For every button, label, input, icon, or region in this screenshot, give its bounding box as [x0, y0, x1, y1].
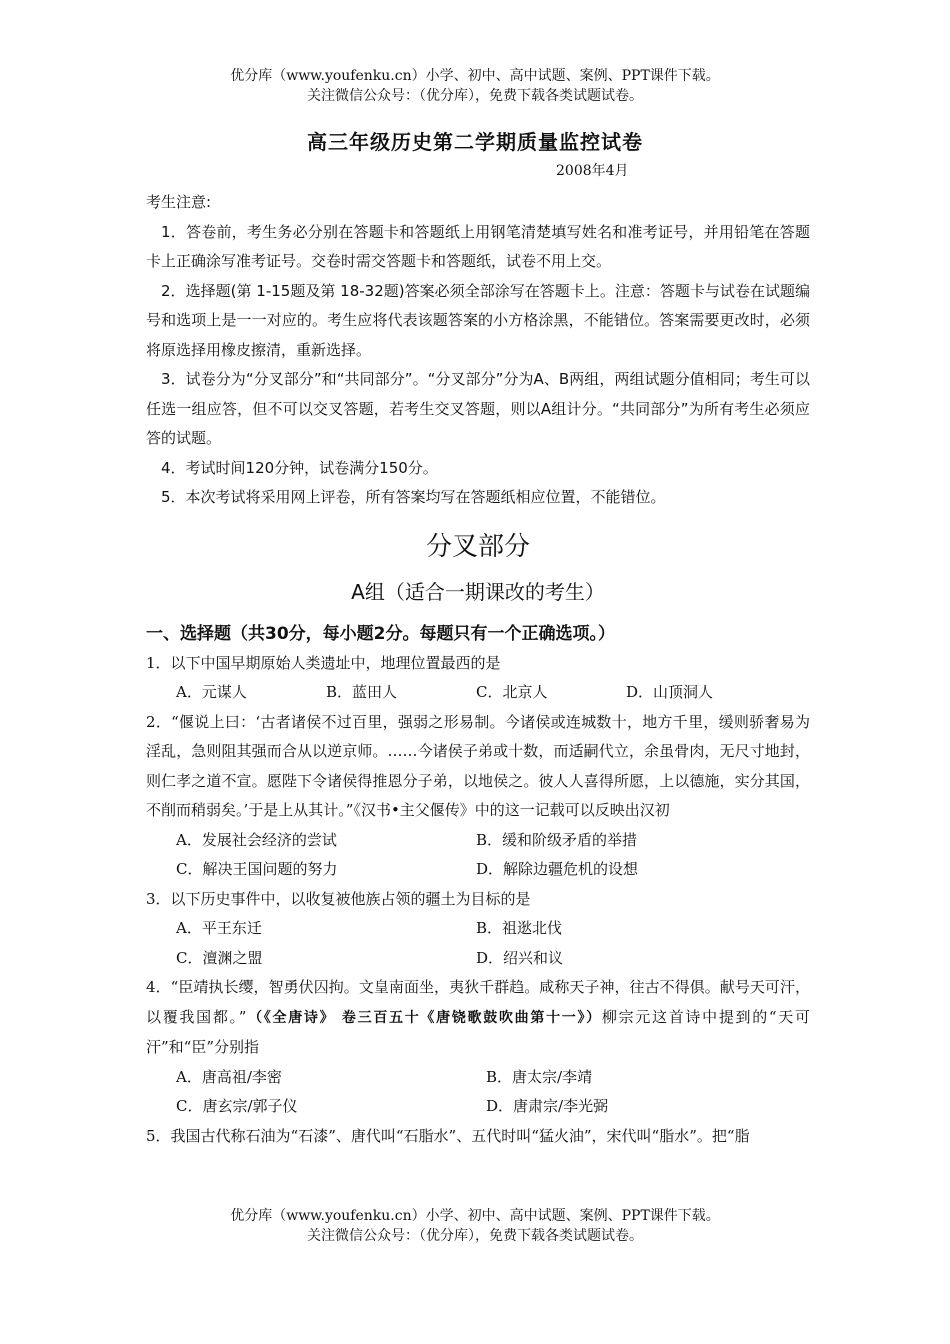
option-c: C．澶渊之盟 — [176, 948, 263, 967]
footer-line-2: 关注微信公众号：（优分库），免费下载各类试题试卷。 — [307, 1228, 643, 1244]
option-b: B．缓和阶级矛盾的举措 — [476, 830, 638, 849]
question-2 — [146, 708, 810, 885]
question-stem: 3．以下历史事件中，以收复被他族占领的疆土为目标的是 — [146, 889, 531, 908]
part-heading: 一、选择题（共30分，每小题2分。每题只有一个正确选项。） — [146, 623, 615, 644]
options-grid — [146, 914, 810, 973]
option-a: A．发展社会经济的尝试 — [176, 830, 337, 849]
header-line-1: 优分库（www.youfenku.cn）小学、初中、高中试题、案例、PPT课件下载。 — [230, 68, 720, 84]
question-stem-quote: 4．“臣靖执长缨，智勇伏囚拘。文皇南面坐，夷狄千群趋。咸称天子神，往古不得俱。献号天可汗，以覆我国都。” — [146, 978, 810, 1026]
option-a: A．平王东迁 — [176, 919, 262, 937]
exam-title: 高三年级历史第二学期质量监控试卷 — [307, 130, 643, 154]
document-body — [146, 188, 810, 1151]
option-b: B．祖逖北伐 — [476, 919, 563, 937]
footer-line-1: 优分库（www.youfenku.cn）小学、初中、高中试题、案例、PPT课件下载。 — [230, 1208, 720, 1224]
notice-item-2: 2．选择题(第 1-15题及第 18-32题)答案必须全部涂写在答题卡上。注意：答题卡与试卷在试题编号和选项上是一一对应的。考生应将代表该题答案的小方格涂黑，不能错位。答案需要更改时，必须将原选择用橡皮擦清，重新选择。 — [146, 281, 810, 359]
option-c: C．唐玄宗/郭子仪 — [176, 1097, 298, 1115]
question-stem: 2．“偃说上曰：‘古者诸侯不过百里，强弱之形易制。今诸侯或连城数十，地方千里，缓则骄奢易为淫乱，急则阻其强而合从以逆京师。……今诸侯子弟或十数，而适嗣代立，余虽骨肉，无尺寸地封， 则仁孝之道不宣。愿陛下令诸侯得推恩分子弟，以地侯之。彼人人喜得所愿，上以德施，实分其国，不削而稍弱矣。’于是上从其计。”《汉书•主父偃传》中的这一记载可以反映出汉初 — [146, 712, 810, 819]
notice-block — [146, 188, 810, 513]
header-line-2: 关注微信公众号：（优分库），免费下载各类试题试卷。 — [307, 88, 643, 104]
option-c: C．北京人 — [476, 683, 548, 701]
option-d: D．解除边疆危机的设想 — [476, 860, 639, 878]
section-title: 分叉部分 — [425, 531, 530, 562]
question-stem: 1．以下中国早期原始人类遗址中，地理位置最西的是 — [146, 653, 501, 672]
option-d: D．绍兴和议 — [476, 948, 564, 967]
question-1 — [146, 649, 810, 708]
notice-item-3: 3．试卷分为“分叉部分”和“共同部分”。“分叉部分”分为A、B两组，两组试题分值相同；考生可以任选一组应答，但不可以交叉答题，若考生交叉答题，则以A组计分。“共同部分”为所有考生必须应答的试题。 — [146, 370, 810, 447]
option-a: A．元谋人 — [176, 683, 247, 701]
notice-item-1: 1．答卷前，考生务必分别在答题卡和答题纸上用钢笔清楚填写姓名和准考证号，并用铅笔在答题卡上正确涂写准考证号。交卷时需交答题卡和答题纸，试卷不用上交。 — [146, 222, 810, 270]
question-stem-ask: 柳宗元这首诗中提到的“天可汗”和“臣”分别指 — [146, 1007, 811, 1056]
exam-date: 2008年4月 — [556, 163, 629, 179]
options-row — [146, 678, 810, 708]
question-5 — [146, 1122, 810, 1152]
question-source: （《全唐诗》 卷三百五十《唐铙歌鼓吹曲第十一》） — [246, 1009, 602, 1026]
option-b: B．唐太宗/李靖 — [486, 1067, 593, 1086]
notice-item-4: 4．考试时间120分钟，试卷满分150分。 — [161, 458, 438, 477]
option-d: D．唐肃宗/李光弼 — [486, 1097, 609, 1115]
question-stem — [146, 973, 810, 1063]
question-4 — [146, 973, 810, 1122]
page-header — [0, 66, 950, 106]
option-c: C．解决王国问题的努力 — [176, 860, 338, 878]
options-grid — [146, 826, 810, 885]
options-grid — [146, 1063, 810, 1122]
option-d: D．山顶洞人 — [626, 683, 714, 701]
question-stem: 5．我国古代称石油为“石漆”、唐代叫“石脂水”、五代时叫“猛火油”，宋代叫“脂水”。把“脂 — [146, 1126, 750, 1145]
option-a: A．唐高祖/李密 — [176, 1067, 282, 1086]
group-title: A组（适合一期课改的考生） — [351, 579, 605, 604]
option-b: B．蓝田人 — [326, 683, 398, 701]
page-footer — [0, 1206, 950, 1246]
notice-item-5: 5．本次考试将采用网上评卷，所有答案均写在答题纸相应位置，不能错位。 — [161, 488, 666, 506]
notice-heading: 考生注意: — [146, 193, 212, 211]
question-3 — [146, 885, 810, 974]
